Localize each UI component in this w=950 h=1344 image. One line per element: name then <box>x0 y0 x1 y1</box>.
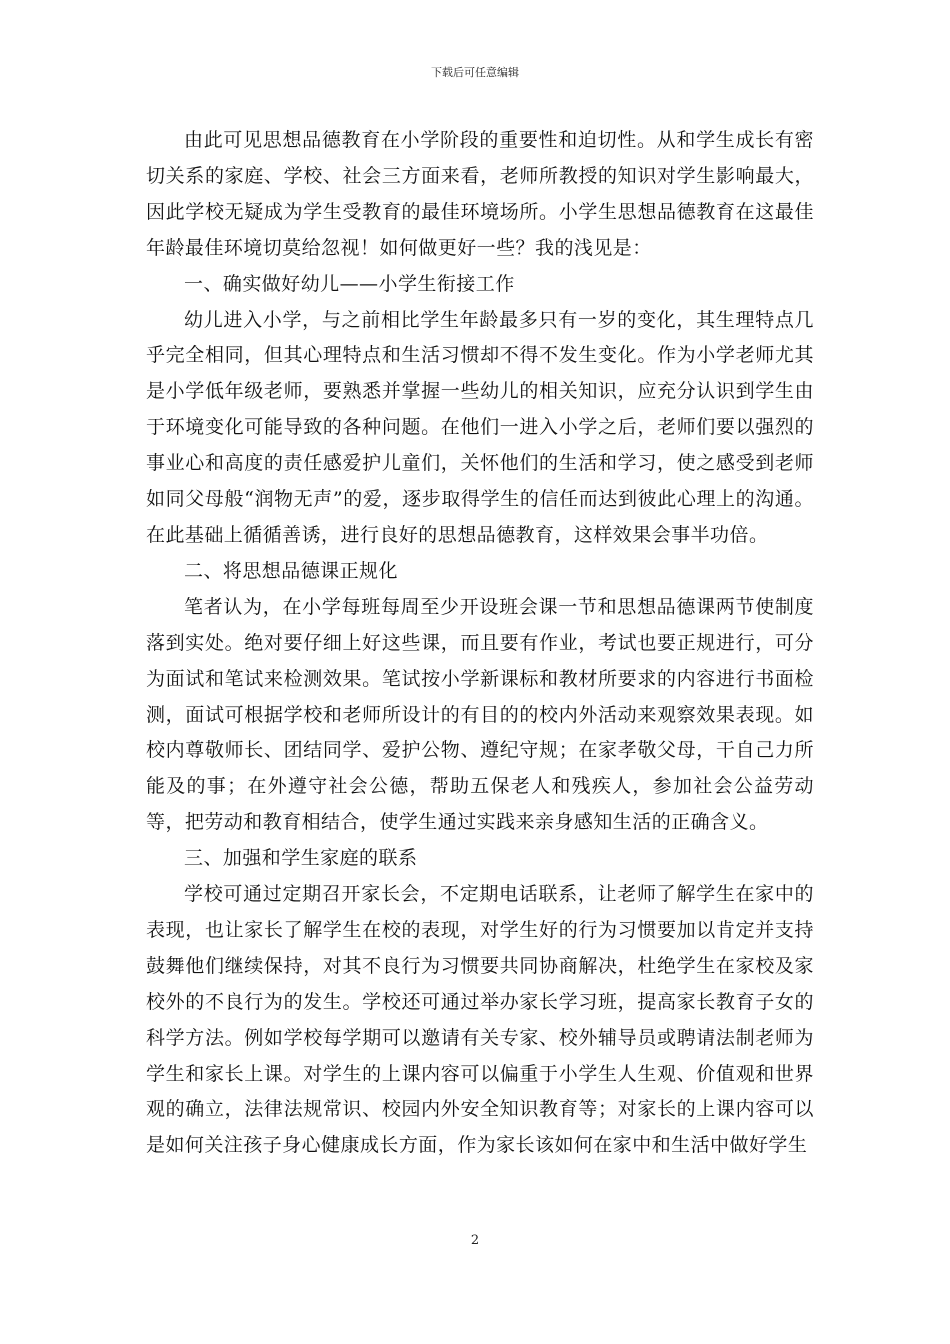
section-heading-3: 三、加强和学生家庭的联系 <box>184 847 418 870</box>
paragraph-section-1: 幼儿进入小学，与之前相比学生年龄最多只有一岁的变化，其生理特点几乎完全相同，但其心理特点和生活习惯却不得不发生变化。作为小学老师尤其是小学低年级老师，要熟悉并掌握一些幼儿的相关知识，应充分认识到学生由于环境变化可能导致的各种问题。在他们一进入小学之后，老师们要以强烈的事业心和高度的责任感爱护儿童们，关怀他们的生活和学习，使之感受到老师如同父母般“润物无声”的爱，逐步取得学生的信任而达到彼此心理上的沟通。在此基础上循循善诱，进行良好的思想品德教育，这样效果会事半功倍。 <box>146 308 814 546</box>
section-heading-1: 一、确实做好幼儿——小学生衔接工作 <box>184 272 515 295</box>
paragraph-section-2: 笔者认为，在小学每班每周至少开设班会课一节和思想品德课两节使制度落到实处。绝对要仔细上好这些课，而且要有作业，考试也要正规进行，可分为面试和笔试来检测效果。笔试按小学新课标和教材所要求的内容进行书面检测，面试可根据学校和老师所设计的有目的的校内外活动来观察效果表现。如校内尊敬师长、团结同学、爱护公物、遵纪守规；在家孝敬父母，干自己力所能及的事；在外遵守社会公德，帮助五保老人和残疾人，参加社会公益劳动等，把劳动和教育相结合，使学生通过实践来亲身感知生活的正确含义。 <box>146 595 814 834</box>
paragraph-intro: 由此可见思想品德教育在小学阶段的重要性和迫切性。从和学生成长有密切关系的家庭、学校、社会三方面来看，老师所教授的知识对学生影响最大，因此学校无疑成为学生受教育的最佳环境场所。小学生思想品德教育在这最佳年龄最佳环境切莫给忽视！如何做更好一些？我的浅见是： <box>146 129 814 259</box>
page-number: 2 <box>470 1233 480 1248</box>
section-heading-2: 二、将思想品德课正规化 <box>184 559 398 582</box>
paragraph-section-3: 学校可通过定期召开家长会，不定期电话联系，让老师了解学生在家中的表现，也让家长了解学生在校的表现，对学生好的行为习惯要加以肯定并支持鼓舞他们继续保持，对其不良行为习惯要共同协商解决，杜绝学生在家校及家校外的不良行为的发生。学校还可通过举办家长学习班，提高家长教育子女的科学方法。例如学校每学期可以邀请有关专家、校外辅导员或聘请法制老师为学生和家长上课。对学生的上课内容可以偏重于小学生人生观、价值观和世界观的确立，法律法规常识、校园内外安全知识教育等；对家长的上课内容可以是如何关注孩子身心健康成长方面，作为家长该如何在家中和生活中做好学生 <box>146 883 814 1157</box>
document-body <box>146 123 814 1164</box>
page-header: 下载后可任意编辑 <box>431 66 519 79</box>
